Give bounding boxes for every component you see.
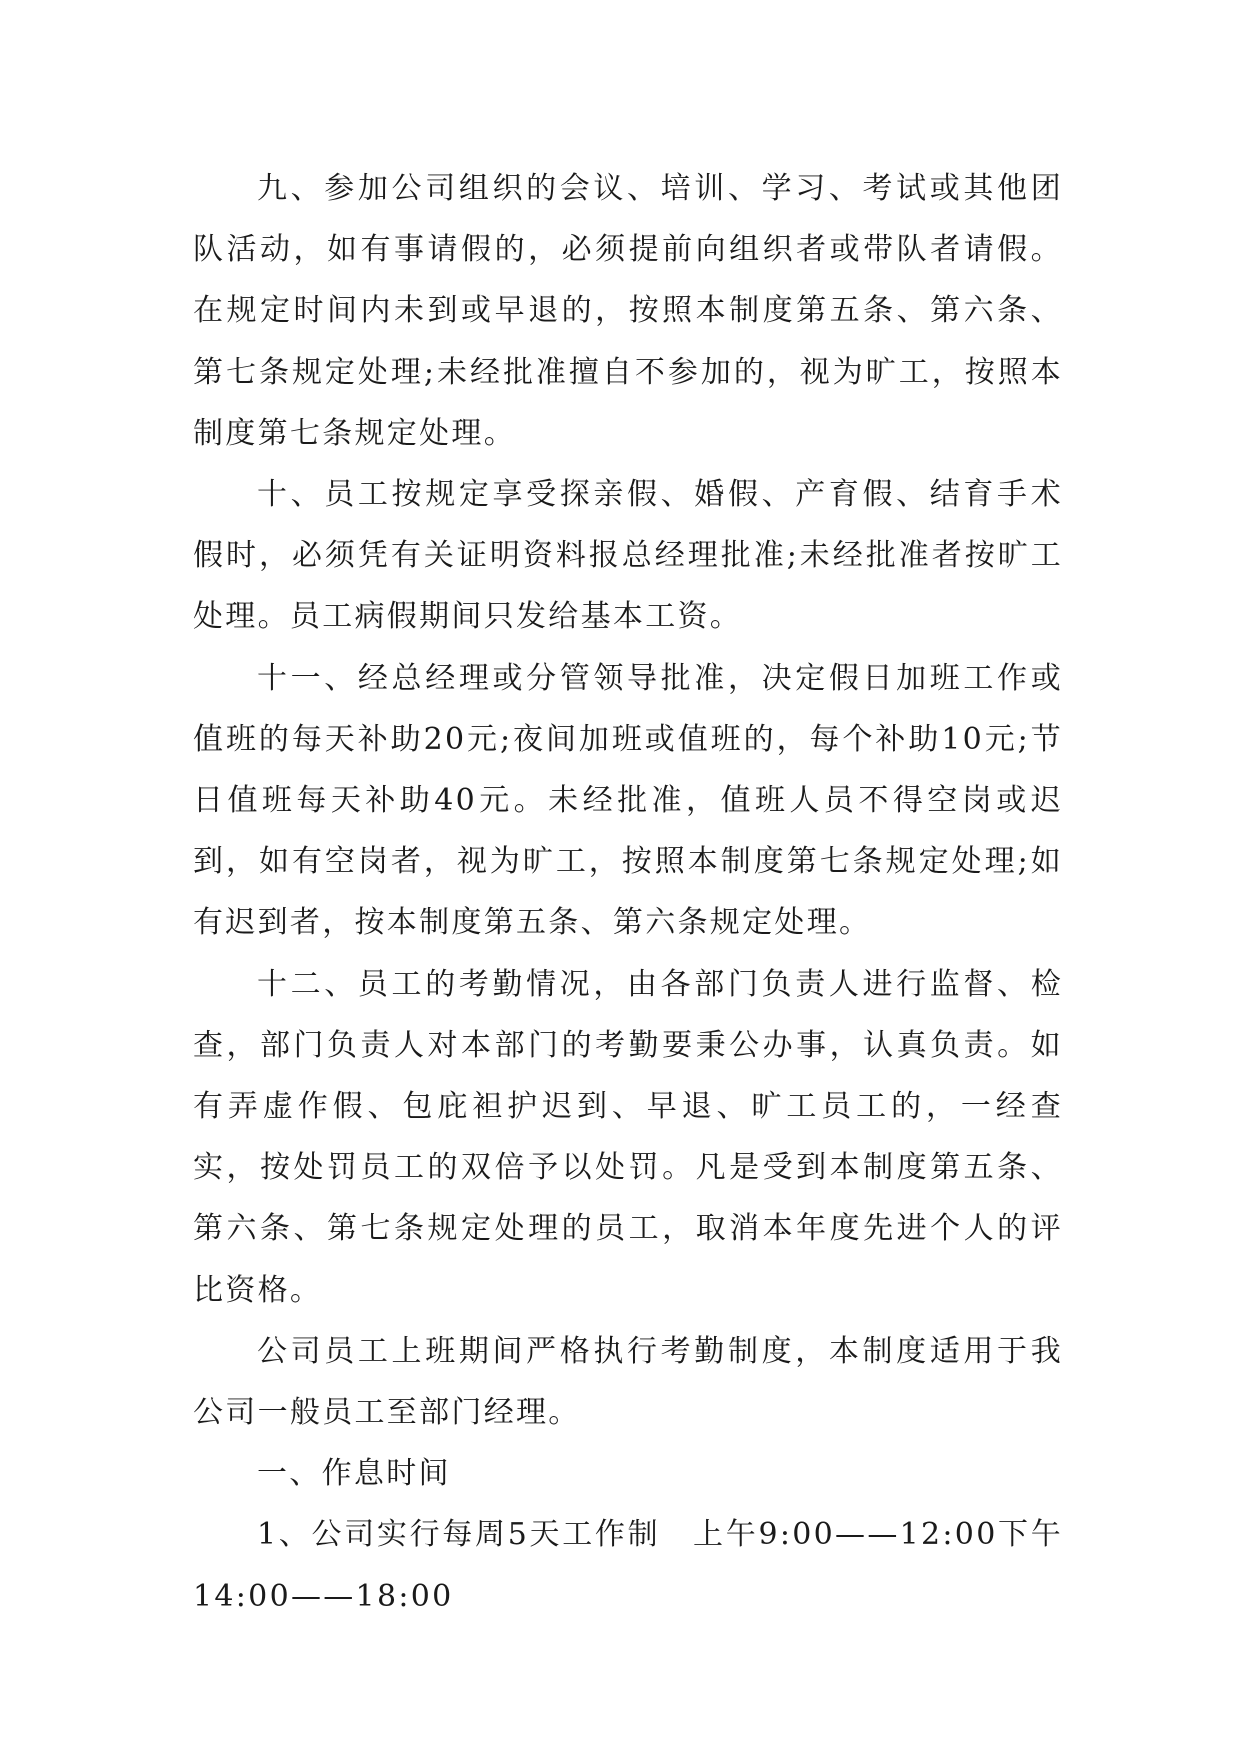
paragraph-nine-meetings-leave: 九、参加公司组织的会议、培训、学习、考试或其他团队活动，如有事请假的，必须提前向组织者或带队者请假。在规定时间内未到或早退的，按照本制度第五条、第六条、第七条规定处理;未经批准擅自不参加的，视为旷工，按照本制度第七条规定处理。 (193, 171, 1063, 451)
document-body (193, 158, 1063, 1627)
paragraph-scope: 公司员工上班期间严格执行考勤制度，本制度适用于我公司一般员工至部门经理。 (193, 1333, 1063, 1431)
section-heading-work-hours: 一、作息时间 (257, 1456, 451, 1492)
paragraph-work-schedule: 1、公司实行每周5天工作制 上午9:00——12:00下午14:00——18:00 (193, 1517, 1063, 1614)
paragraph-twelve-attendance-supervision: 十二、员工的考勤情况，由各部门负责人进行监督、检查，部门负责人对本部门的考勤要秉公办事，认真负责。如有弄虚作假、包庇袒护迟到、早退、旷工员工的，一经查实，按处罚员工的双倍予以处罚。凡是受到本制度第五条、第六条、第七条规定处理的员工，取消本年度先进个人的评比资格。 (193, 966, 1063, 1308)
paragraph-eleven-overtime-allowance: 十一、经总经理或分管领导批准，决定假日加班工作或值班的每天补助20元;夜间加班或值班的，每个补助10元;节日值班每天补助40元。未经批准，值班人员不得空岗或迟到，如有空岗者，视为旷工，按照本制度第七条规定处理;如有迟到者，按本制度第五条、第六条规定处理。 (193, 660, 1063, 941)
paragraph-ten-special-leave: 十、员工按规定享受探亲假、婚假、产育假、结育手术假时，必须凭有关证明资料报总经理批准;未经批准者按旷工处理。员工病假期间只发给基本工资。 (193, 477, 1063, 635)
